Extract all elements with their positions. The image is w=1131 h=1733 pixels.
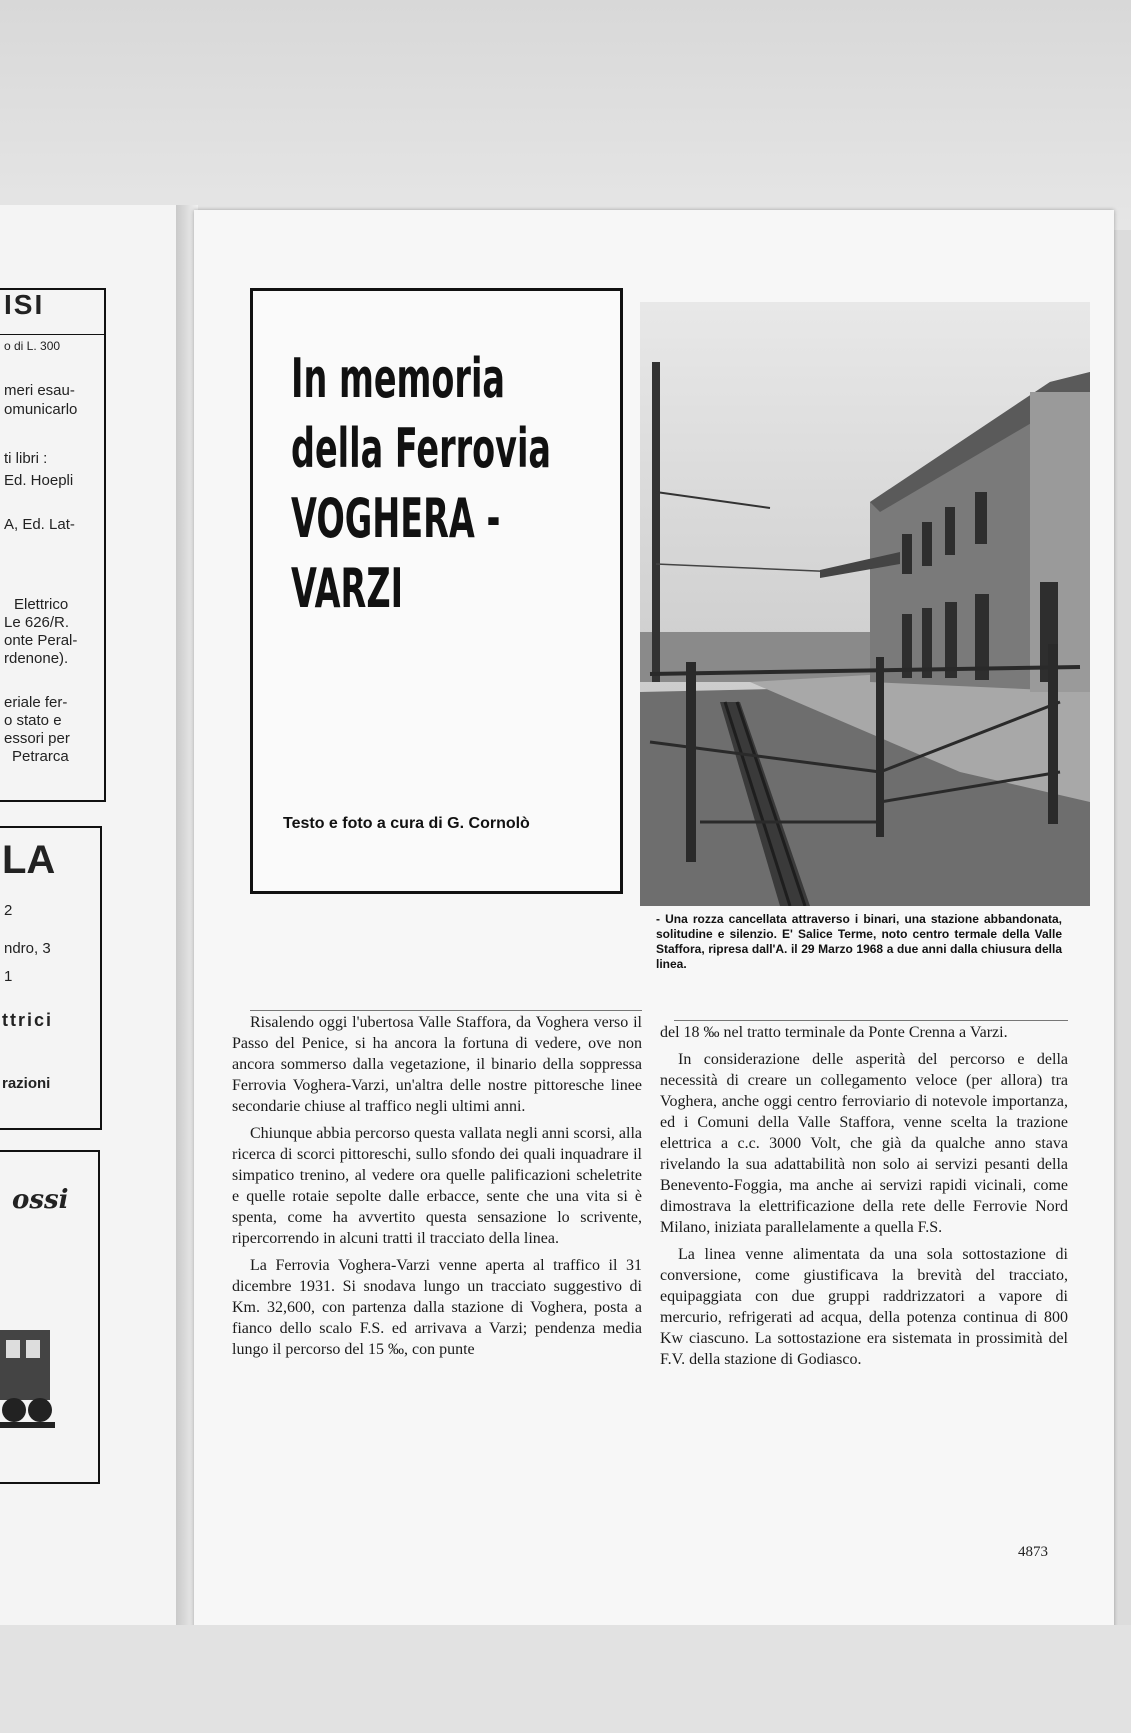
left-ad-line: rdenone). <box>4 650 69 667</box>
left-ad2-last: razioni <box>2 1075 51 1092</box>
left-ad2-line: ndro, 3 <box>4 940 51 957</box>
left-ad2-line: 2 <box>4 902 13 919</box>
article-title-line: VARZI <box>291 557 404 620</box>
article-title-line: della Ferrovia <box>291 417 552 480</box>
paragraph: La Ferrovia Voghera-Varzi venne aperta al traffico il 31 dicembre 1931. Si snodava lungo un tracciato suggestivo di Km. 32,600, con partenza dalla stazione di Voghera, posta a fianco dello scalo F.S. ed arrivava a Varzi; pendenza media lungo il percorso del 15 ‰, con punte <box>232 1257 642 1358</box>
article-credit: Testo e foto a cura di G. Cornolò <box>283 815 530 832</box>
paragraph: Risalendo oggi l'ubertosa Valle Staffora, da Voghera verso il Passo del Penice, si ha ancora la fortuna di vedere, ove non ancora sommerso dalla vegetazione, il binario della soppressa Ferrovia Voghera-Varzi, un'altra delle nostre pittoresche linee secondarie chiuse al traffico negli ultimi anni. <box>232 1014 642 1115</box>
left-ad-line: Le 626/R. <box>4 614 70 631</box>
left-ad2-line: 1 <box>4 968 13 985</box>
column-rule <box>674 1020 1068 1021</box>
left-ad2-header: LA <box>2 838 56 882</box>
paragraph: Chiunque abbia percorso questa vallata negli anni scorsi, alla ricerca di scorci pittoreschi, sullo sfondo dei quali inquadrare il simpatico trenino, al vedere ora quelle palificazioni scheletrite e quelle rotaie sepolte dalle erbacce, sente che una vita si è spenta, come ha avvertito questa sensazione lo scrivente, ripercorrendo in alcuni tratti il tracciato della linea. <box>232 1125 642 1247</box>
paragraph: La linea venne alimentata da una sola sottostazione di conversione, come giustificava la brevità del tracciato, equipaggiata con due gruppi raddrizzatori a vapore di mercurio, refrigerati ad acqua, della potenza continua di 800 Kw ciascuno. La sottostazione era sistemata in prossimità del F.V. della stazione di Godiasco. <box>660 1246 1068 1368</box>
background-bottom <box>0 1625 1131 1733</box>
left-ad-rule <box>0 334 104 335</box>
article-title-line: In memoria <box>291 347 506 410</box>
left-ad-line: essori per <box>4 730 70 747</box>
left-ad3-script: ossi <box>12 1185 69 1215</box>
title-box <box>250 288 623 894</box>
left-ad-line: Petrarca <box>12 748 69 765</box>
background-top <box>0 0 1131 230</box>
page-number: 4873 <box>1018 1544 1048 1560</box>
article-title-line: VOGHERA - <box>291 487 501 550</box>
article-column-2 <box>660 1022 1068 1376</box>
left-ad-line: ti libri : <box>4 450 48 467</box>
left-ad-line: Ed. Hoepli <box>4 472 74 489</box>
left-ad-line: Elettrico <box>14 596 69 613</box>
column-rule <box>250 1010 642 1011</box>
left-ad2-bold: ttrici <box>2 1010 54 1030</box>
left-ad-line: o stato e <box>4 712 62 729</box>
paragraph: In considerazione delle asperità del percorso e della necessità di creare un collegamento veloce (per allora) tra Voghera, anche oggi centro ferroviario di notevole importanza, ed i Comuni della Valle Staffora, venne scelta la trazione elettrica a c.c. 3000 Volt, che già da qualche anno stava rivelando la sua adattabilità non solo ai servizi pesanti della Benevento-Foggia, ma anche ai servizi rapidi vicinali, come dimostrava la elettrificazione della rete delle Ferrovie Nord Milano, iniziata parallelamente a quella F.S. <box>660 1051 1068 1236</box>
locomotive-illustration-icon <box>0 1290 60 1450</box>
left-ad-line: meri esau- <box>4 382 75 399</box>
left-ad-header: ISI <box>4 289 45 320</box>
paragraph: del 18 ‰ nel tratto terminale da Ponte Crenna a Varzi. <box>660 1024 1008 1041</box>
left-ad-line: omunicarlo <box>4 401 78 418</box>
article-column-1 <box>232 1012 642 1366</box>
left-ad-line: A, Ed. Lat- <box>4 516 75 533</box>
left-ad-line: onte Peral- <box>4 632 78 649</box>
photo-caption: - Una rozza cancellata attraverso i binari, una stazione abbandonata, solitudine e silenzio. E' Salice Terme, noto centro termale della Valle Staffora, ripresa dall'A. il 29 Marzo 1968 a due anni dalla chiusura della linea. <box>656 912 1062 971</box>
left-ad-subheader: o di L. 300 <box>4 339 61 353</box>
station-photo <box>640 302 1090 906</box>
left-ad-line: eriale fer- <box>4 694 68 711</box>
